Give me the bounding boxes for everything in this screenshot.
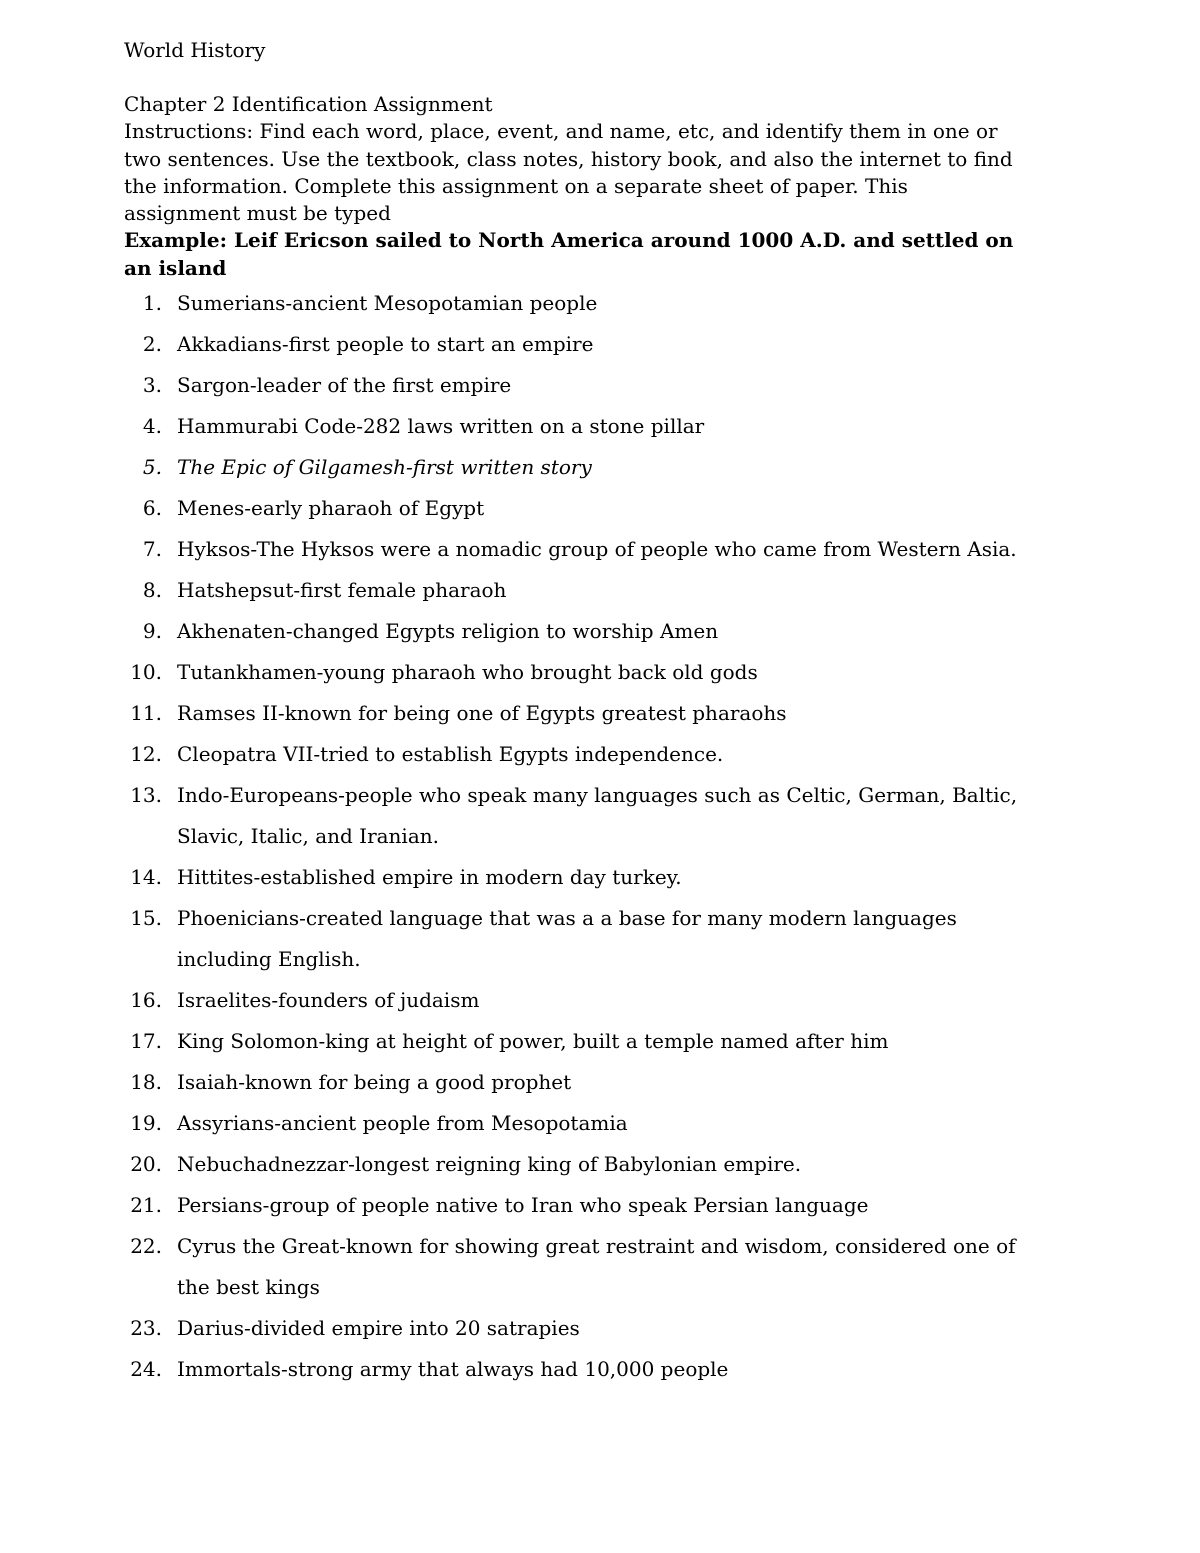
- list-item: [124, 1308, 1024, 1349]
- item-text: Menes-early pharaoh of Egypt: [177, 496, 485, 520]
- list-item: [124, 406, 1024, 447]
- course-title: World History: [124, 38, 266, 62]
- item-text: Persians-group of people native to Iran who speak Persian language: [177, 1193, 869, 1217]
- list-item: [124, 1103, 1024, 1144]
- item-number: 5.: [142, 455, 162, 479]
- list-item: [124, 898, 1024, 980]
- item-number: 1.: [142, 291, 162, 315]
- list-item: [124, 324, 1024, 365]
- item-number: 19.: [130, 1111, 162, 1135]
- item-text: Hyksos-The Hyksos were a nomadic group of people who came from Western Asia.: [177, 537, 1017, 561]
- identification-list: [124, 283, 1024, 1390]
- item-text: Ramses II-known for being one of Egypts greatest pharaohs: [177, 701, 787, 725]
- item-number: 10.: [130, 660, 162, 684]
- item-number: 16.: [130, 988, 162, 1012]
- instructions-paragraph: Instructions: Find each word, place, event, and name, etc, and identify them in one or two sentences. Use the textbook, class notes, history book, and also the internet to find the information. Complete this assignment on a separate sheet of paper. This assignment must be typed: [124, 119, 1013, 226]
- item-number: 17.: [130, 1029, 162, 1053]
- list-item: [124, 980, 1024, 1021]
- item-number: 13.: [130, 783, 162, 807]
- item-text: Hittites-established empire in modern day turkey.: [177, 865, 682, 889]
- list-item: [124, 1021, 1024, 1062]
- item-number: 22.: [130, 1234, 162, 1258]
- item-text: Hammurabi Code-282 laws written on a stone pillar: [177, 414, 705, 438]
- item-number: 24.: [130, 1357, 162, 1381]
- list-item: [124, 857, 1024, 898]
- item-text: Phoenicians-created language that was a a base for many modern languages including English.: [177, 906, 957, 971]
- list-item: [124, 529, 1024, 570]
- item-text: Cleopatra VII-tried to establish Egypts independence.: [177, 742, 724, 766]
- item-text: Nebuchadnezzar-longest reigning king of Babylonian empire.: [177, 1152, 802, 1176]
- assignment-header: [124, 91, 1024, 282]
- item-text: Assyrians-ancient people from Mesopotamia: [177, 1111, 628, 1135]
- item-number: 14.: [130, 865, 162, 889]
- item-number: 21.: [130, 1193, 162, 1217]
- item-number: 4.: [142, 414, 162, 438]
- item-text: Isaiah-known for being a good prophet: [177, 1070, 572, 1094]
- list-item: [124, 447, 1024, 488]
- list-item: [124, 1062, 1024, 1103]
- list-item: [124, 570, 1024, 611]
- item-text: Israelites-founders of judaism: [177, 988, 480, 1012]
- item-text: Sargon-leader of the first empire: [177, 373, 512, 397]
- item-number: 8.: [142, 578, 162, 602]
- item-text: Hatshepsut-first female pharaoh: [177, 578, 507, 602]
- example-paragraph: Example: Leif Ericson sailed to North America around 1000 A.D. and settled on an island: [124, 228, 1014, 280]
- item-number: 3.: [142, 373, 162, 397]
- item-text: Darius-divided empire into 20 satrapies: [177, 1316, 580, 1340]
- assignment-title: Chapter 2 Identification Assignment: [124, 92, 493, 116]
- list-item: [124, 693, 1024, 734]
- item-number: 23.: [130, 1316, 162, 1340]
- item-number: 2.: [142, 332, 162, 356]
- item-number: 20.: [130, 1152, 162, 1176]
- item-number: 12.: [130, 742, 162, 766]
- list-item: [124, 1185, 1024, 1226]
- item-text: Akkadians-first people to start an empire: [177, 332, 594, 356]
- list-item: [124, 611, 1024, 652]
- item-text: King Solomon-king at height of power, built a temple named after him: [177, 1029, 889, 1053]
- list-item: [124, 283, 1024, 324]
- list-item: [124, 488, 1024, 529]
- item-text: Cyrus the Great-known for showing great restraint and wisdom, considered one of the best kings: [177, 1234, 1016, 1299]
- item-number: 18.: [130, 1070, 162, 1094]
- list-item: [124, 652, 1024, 693]
- item-number: 6.: [142, 496, 162, 520]
- item-text: Indo-Europeans-people who speak many languages such as Celtic, German, Baltic, Slavic, Italic, and Iranian.: [177, 783, 1018, 848]
- item-text: The Epic of Gilgamesh-first written story: [177, 455, 592, 479]
- list-item: [124, 775, 1024, 857]
- list-item: [124, 365, 1024, 406]
- item-number: 9.: [142, 619, 162, 643]
- item-text: Immortals-strong army that always had 10,000 people: [177, 1357, 729, 1381]
- list-item: [124, 1144, 1024, 1185]
- item-text: Akhenaten-changed Egypts religion to worship Amen: [177, 619, 719, 643]
- item-text: Tutankhamen-young pharaoh who brought back old gods: [177, 660, 758, 684]
- item-number: 7.: [142, 537, 162, 561]
- item-number: 15.: [130, 906, 162, 930]
- list-item: [124, 734, 1024, 775]
- list-item: [124, 1226, 1024, 1308]
- list-item: [124, 1349, 1024, 1390]
- item-number: 11.: [130, 701, 162, 725]
- item-text: Sumerians-ancient Mesopotamian people: [177, 291, 598, 315]
